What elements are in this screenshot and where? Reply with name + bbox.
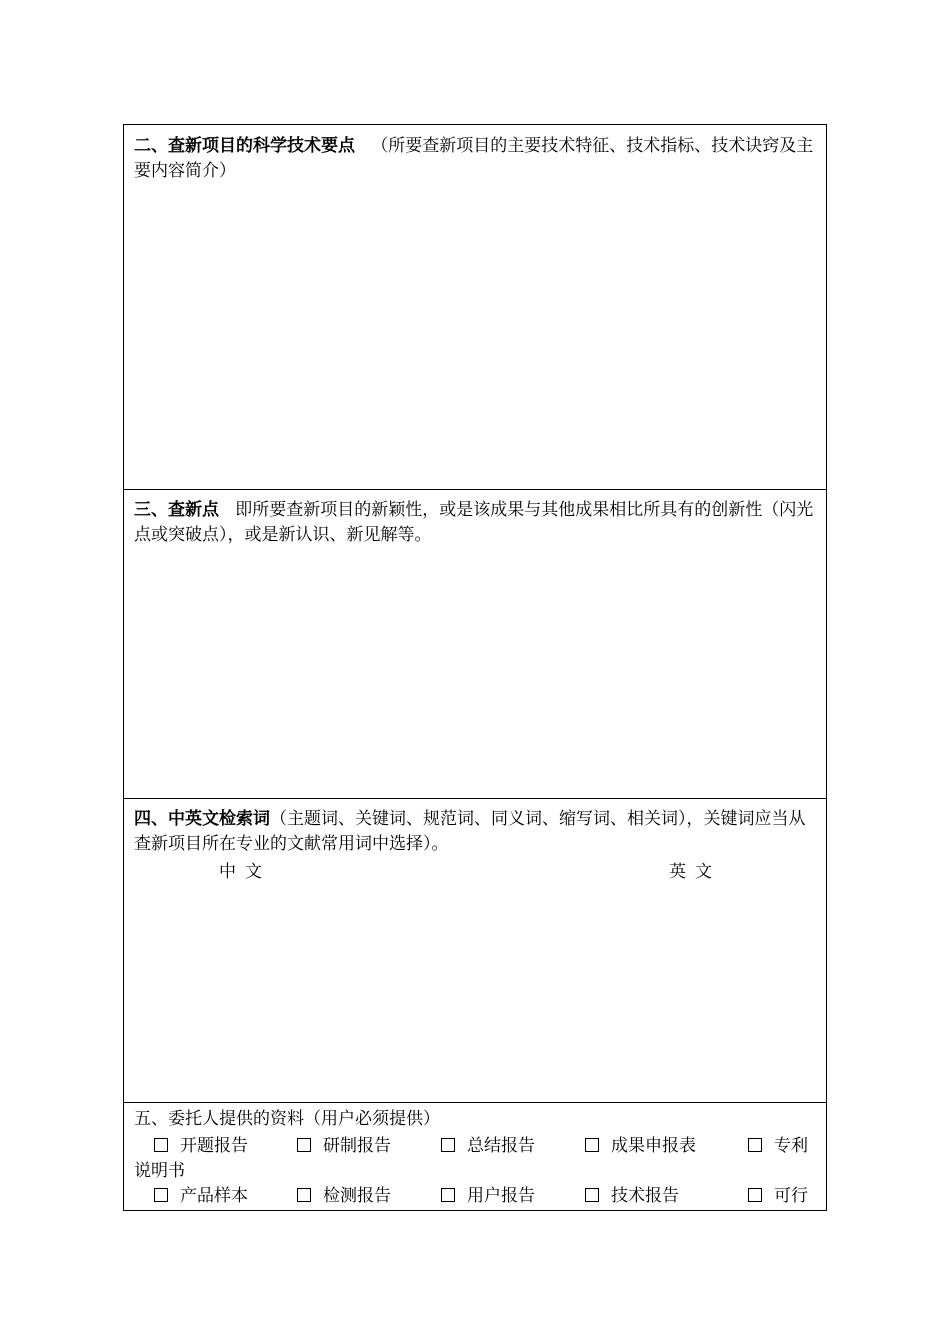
checkbox-icon[interactable]	[585, 1188, 599, 1202]
checkbox-option[interactable]: 检测报告	[297, 1184, 391, 1209]
checkbox-option[interactable]: 总结报告	[441, 1134, 535, 1159]
section-search-terms-heading: 四、中英文检索词	[134, 809, 270, 829]
checkbox-option[interactable]: 技术报告	[585, 1184, 679, 1209]
query-form-table	[123, 124, 827, 1211]
checkbox-option[interactable]: 可行	[748, 1184, 808, 1209]
checkbox-icon[interactable]	[585, 1138, 599, 1152]
chinese-column-label: 中文	[219, 862, 271, 882]
section-novelty-heading: 三、查新点	[134, 500, 219, 520]
section-search-terms-note: （主题词、关键词、规范词、同义词、缩写词、相关词），关键词应当从查新项目所在专业的文献常用词中选择）。	[134, 809, 806, 854]
checklist-wrap-text: 说明书	[134, 1161, 185, 1181]
materials-checklist	[134, 1134, 818, 1209]
checkbox-icon[interactable]	[297, 1188, 311, 1202]
section-novelty-note: 即所要查新项目的新颖性，或是该成果与其他成果相比所具有的创新性（闪光点或突破点），或是新认识、新见解等。	[134, 500, 814, 545]
checkbox-option[interactable]: 产品样本	[154, 1184, 248, 1209]
checkbox-icon[interactable]	[441, 1138, 455, 1152]
checkbox-icon[interactable]	[154, 1138, 168, 1152]
checkbox-icon[interactable]	[441, 1188, 455, 1202]
english-column-label: 英文	[669, 862, 721, 882]
section-provided-materials	[124, 1102, 826, 1210]
checkbox-option[interactable]: 研制报告	[297, 1134, 391, 1159]
section-tech-points-heading: 二、查新项目的科学技术要点	[134, 136, 355, 156]
checkbox-option[interactable]: 开题报告	[154, 1134, 248, 1159]
checkbox-icon[interactable]	[748, 1138, 762, 1152]
section-tech-points-note: （所要查新项目的主要技术特征、技术指标、技术诀窍及主要内容简介）	[134, 136, 814, 181]
checklist-row	[134, 1184, 818, 1209]
checkbox-icon[interactable]	[748, 1188, 762, 1202]
checkbox-icon[interactable]	[297, 1138, 311, 1152]
section-search-terms	[124, 798, 826, 1103]
section-novelty-points	[124, 489, 826, 799]
language-columns	[134, 860, 818, 890]
section-tech-points	[124, 125, 826, 490]
checklist-row	[134, 1134, 818, 1159]
checkbox-option[interactable]: 用户报告	[441, 1184, 535, 1209]
checkbox-icon[interactable]	[154, 1188, 168, 1202]
checkbox-option[interactable]: 成果申报表	[585, 1134, 696, 1159]
section-materials-heading: 五、委托人提供的资料（用户必须提供）	[134, 1109, 440, 1129]
checkbox-option[interactable]: 专利	[748, 1134, 808, 1159]
